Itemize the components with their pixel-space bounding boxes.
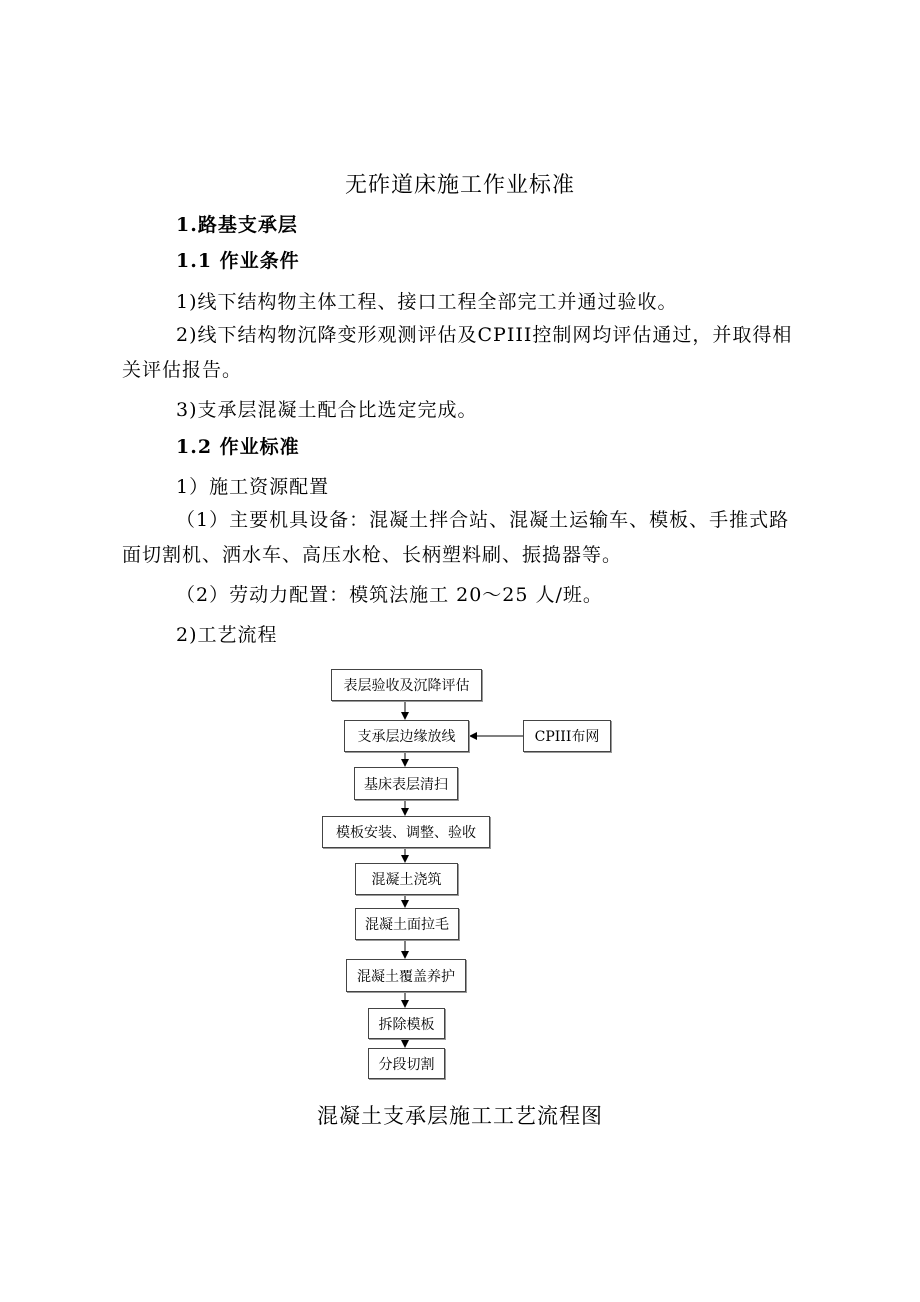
section-heading-1: 1.路基支承层: [176, 214, 298, 236]
flow-step-1: 表层验收及沉降评估: [331, 669, 482, 701]
flow-step-7: 混凝土覆盖养护: [346, 959, 466, 992]
figure-caption: 混凝土支承层施工工艺流程图: [317, 1104, 603, 1128]
section-heading-1-1: 1.1 作业条件: [176, 250, 300, 272]
condition-item-1: 1)线下结构物主体工程、接口工程全部完工并通过验收。: [176, 291, 678, 313]
section-heading-1-2: 1.2 作业标准: [176, 436, 300, 458]
flow-step-8: 拆除模板: [368, 1008, 445, 1039]
equipment-item: （1）主要机具设备：混凝土拌合站、混凝土运输车、模板、手推式路面切割机、洒水车、高压水枪、长柄塑料刷、振捣器等。: [122, 509, 790, 566]
condition-item-2: 2)线下结构物沉降变形观测评估及CPIII控制网均评估通过，并取得相关评估报告。: [122, 324, 793, 381]
flow-step-3: 基床表层清扫: [354, 767, 458, 800]
document-title: 无砟道床施工作业标准: [344, 173, 575, 198]
flow-side-input: CPIII布网: [523, 720, 611, 752]
labor-item: （2）劳动力配置：模筑法施工 20～25 人/班。: [176, 584, 603, 606]
flow-step-6: 混凝土面拉毛: [355, 908, 459, 940]
flow-step-9: 分段切割: [368, 1048, 445, 1079]
flow-step-5: 混凝土浇筑: [355, 863, 458, 895]
condition-item-3: 3)支承层混凝土配合比选定完成。: [176, 399, 478, 421]
process-heading: 2)工艺流程: [176, 624, 278, 646]
resource-heading: 1）施工资源配置: [176, 476, 330, 498]
flow-step-4: 模板安装、调整、验收: [322, 816, 490, 848]
flow-step-2: 支承层边缘放线: [344, 720, 469, 752]
